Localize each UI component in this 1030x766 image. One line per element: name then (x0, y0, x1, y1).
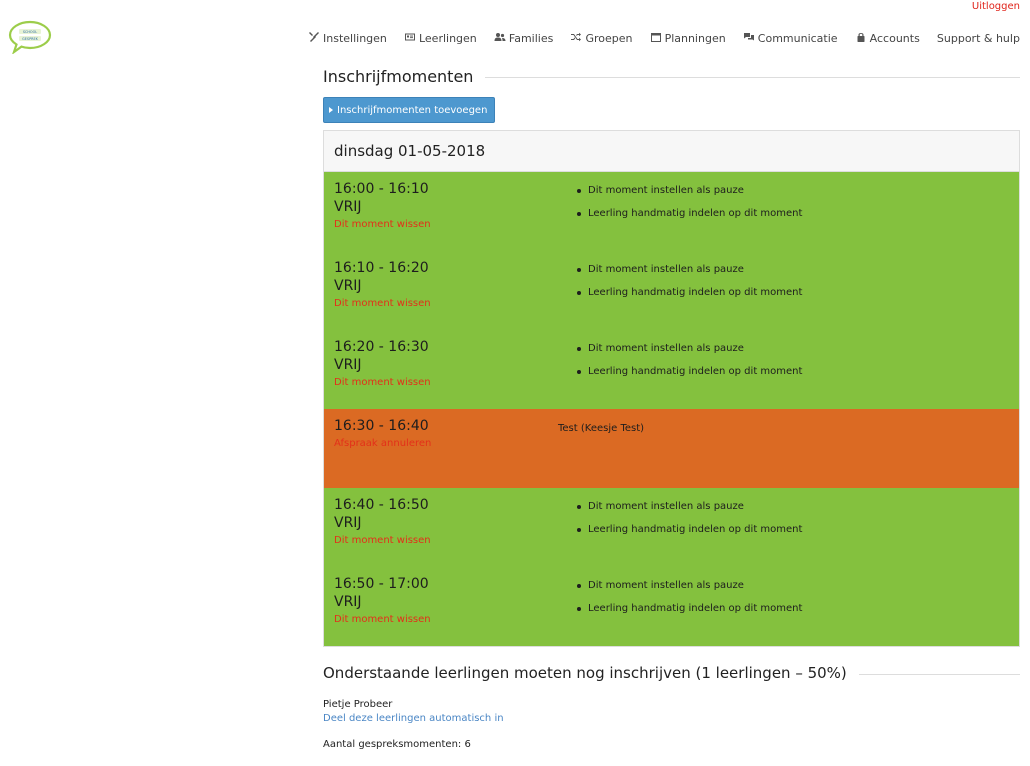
nav-item-label: Accounts (869, 31, 920, 45)
nav-item-label: Support & hulp (936, 31, 1020, 45)
slot-time: 16:00 - 16:10 (334, 181, 429, 197)
svg-text:SCHOOL: SCHOOL (22, 30, 38, 35)
nav-item-label: Groepen (585, 31, 633, 45)
time-slot (324, 330, 1019, 409)
assign-student-action[interactable]: Leerling handmatig indelen op dit moment (574, 603, 802, 615)
slot-time: 16:50 - 17:00 (334, 576, 429, 592)
set-as-break-action[interactable]: Dit moment instellen als pauze (574, 501, 802, 513)
nav-item-support[interactable] (937, 32, 1020, 45)
nav-item-families[interactable] (494, 31, 553, 46)
slot-time: 16:10 - 16:20 (334, 260, 429, 276)
nav-item-groepen[interactable] (570, 31, 632, 46)
nav-item-label: Communicatie (757, 31, 838, 45)
nav-item-planningen[interactable] (650, 31, 726, 46)
users-icon (494, 31, 506, 46)
slot-time: 16:40 - 16:50 (334, 497, 429, 513)
set-as-break-action[interactable]: Dit moment instellen als pauze (574, 264, 802, 276)
pending-section-header (323, 661, 1020, 685)
day-header: dinsdag 01-05-2018 (324, 131, 1019, 172)
time-slot-booked (324, 409, 1019, 488)
slot-status: VRIJ (334, 199, 362, 215)
assign-student-action[interactable]: Leerling handmatig indelen op dit moment (574, 366, 802, 378)
id-card-icon (404, 31, 416, 46)
svg-text:GESPREK: GESPREK (22, 37, 38, 42)
assign-student-action[interactable]: Leerling handmatig indelen op dit moment (574, 287, 802, 299)
slot-actions (574, 501, 802, 547)
nav-item-communicatie[interactable] (743, 31, 838, 46)
section-header (323, 64, 1020, 88)
slot-time: 16:20 - 16:30 (334, 339, 429, 355)
add-moments-button-label: Inschrijfmomenten toevoegen (337, 104, 488, 116)
assign-student-action[interactable]: Leerling handmatig indelen op dit moment (574, 524, 802, 536)
day-panel (323, 130, 1020, 647)
booked-student[interactable]: Test (Keesje Test) (558, 423, 645, 434)
divider (859, 674, 1020, 675)
delete-moment-link[interactable]: Dit moment wissen (334, 535, 431, 546)
pending-title: Onderstaande leerlingen moeten nog inschrijven (1 leerlingen – 50%) (323, 664, 847, 682)
time-slot (324, 172, 1019, 251)
nav-item-label: Instellingen (323, 31, 387, 45)
lock-icon (855, 31, 867, 46)
slot-status: VRIJ (334, 357, 362, 373)
slot-time: 16:30 - 16:40 (334, 418, 429, 434)
slot-actions (574, 264, 802, 310)
add-moments-button[interactable] (323, 97, 495, 123)
nav-item-label: Leerlingen (418, 31, 477, 45)
time-slot (324, 251, 1019, 330)
nav-item-leerlingen[interactable] (404, 31, 477, 46)
main-nav (308, 30, 1020, 46)
set-as-break-action[interactable]: Dit moment instellen als pauze (574, 185, 802, 197)
main-content (323, 64, 1020, 750)
nav-item-label: Families (508, 31, 554, 45)
slot-actions (574, 185, 802, 231)
delete-moment-link[interactable]: Dit moment wissen (334, 219, 431, 230)
nav-item-instellingen[interactable] (308, 31, 387, 46)
caret-right-icon (329, 107, 333, 113)
time-slot (324, 488, 1019, 567)
cancel-appointment-link[interactable]: Afspraak annuleren (334, 438, 432, 449)
slot-actions (574, 343, 802, 389)
slot-actions (574, 580, 802, 626)
delete-moment-link[interactable]: Dit moment wissen (334, 298, 431, 309)
nav-item-label: Planningen (664, 31, 726, 45)
slot-status: VRIJ (334, 594, 362, 610)
delete-moment-link[interactable]: Dit moment wissen (334, 377, 431, 388)
time-slot (324, 567, 1019, 646)
divider (485, 77, 1020, 78)
page-title: Inschrijfmomenten (323, 66, 474, 86)
slot-status: VRIJ (334, 278, 362, 294)
tools-icon (308, 31, 320, 46)
logo[interactable] (8, 20, 52, 54)
auto-assign-link[interactable]: Deel deze leerlingen automatisch in (323, 713, 504, 724)
calendar-icon (650, 31, 662, 46)
shuffle-icon (570, 31, 582, 46)
chat-icon (743, 31, 755, 46)
pending-student: Pietje Probeer (323, 699, 393, 710)
nav-item-accounts[interactable] (855, 31, 920, 46)
delete-moment-link[interactable]: Dit moment wissen (334, 614, 431, 625)
moment-count: Aantal gespreksmomenten: 6 (323, 739, 471, 750)
assign-student-action[interactable]: Leerling handmatig indelen op dit moment (574, 208, 802, 220)
set-as-break-action[interactable]: Dit moment instellen als pauze (574, 580, 802, 592)
logout-link[interactable]: Uitloggen (971, 1, 1020, 12)
set-as-break-action[interactable]: Dit moment instellen als pauze (574, 343, 802, 355)
slot-status: VRIJ (334, 515, 362, 531)
